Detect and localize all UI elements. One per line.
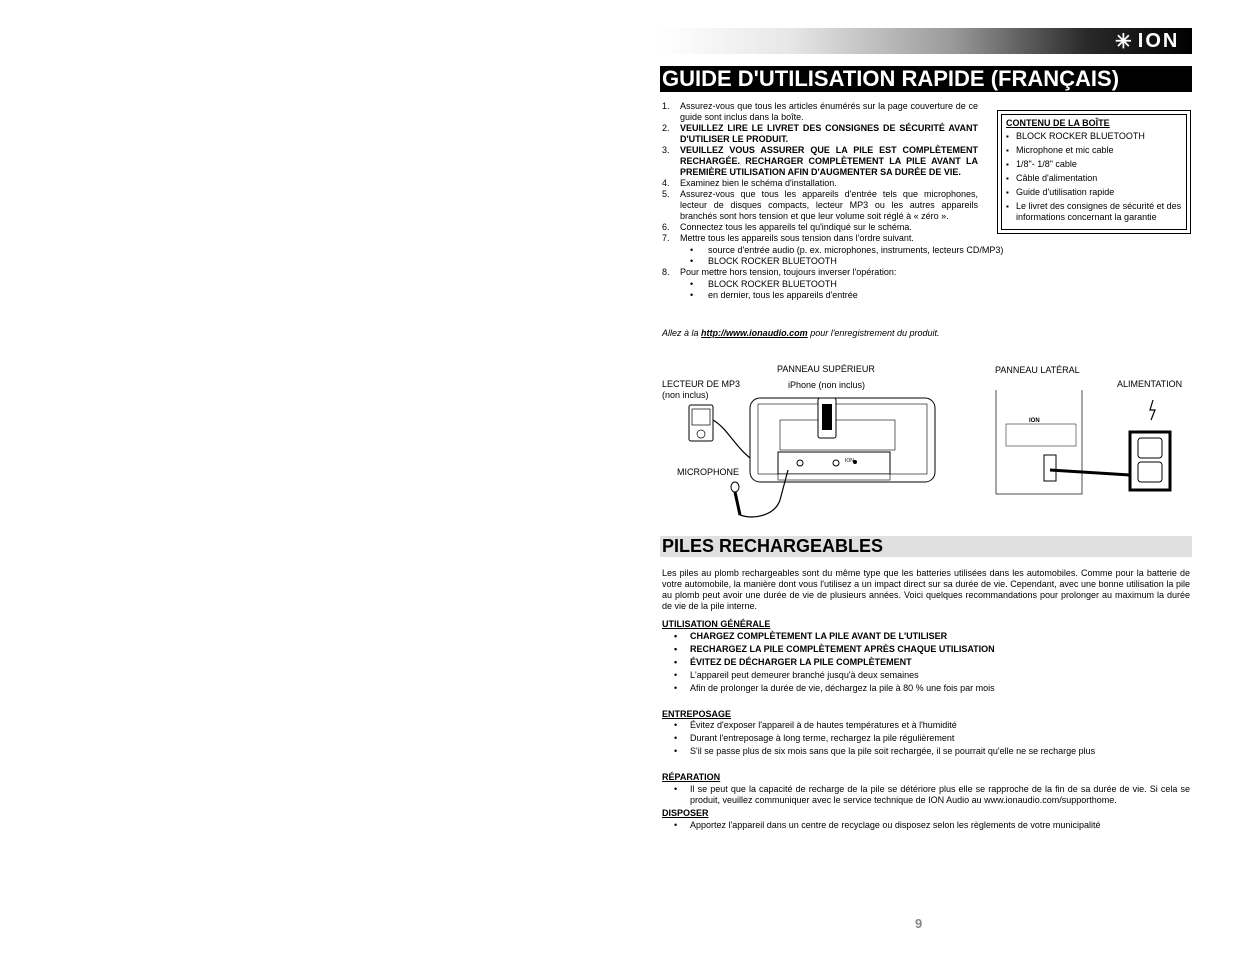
general-use-item: • Afin de prolonger la durée de vie, déchargez la pile à 80 % une fois par mois (662, 683, 1190, 694)
steps-list (660, 101, 1004, 301)
general-use-section (662, 619, 1190, 696)
mp3-label: LECTEUR DE MP3 (non inclus) (662, 379, 741, 400)
repair-item: • Il se peut que la capacité de recharge de la pile se détériore plus elle se rapproche de la fin de sa durée de vie. Si cela se produit, veuillez communiquer avec le service technique de ION Audio au www.ionaudio.com/supporthome. (662, 784, 1190, 806)
step-item: 3. VEUILLEZ VOUS ASSURER QUE LA PILE EST COMPLÈTEMENT RECHARGÉE. RECHARGER COMPLÈTEMENT LA PILE AVANT LA PREMIÈRE UTILISATION AFIN D'AUGMENTER SA DURÉE DE VIE. (662, 145, 978, 177)
mp3-player-icon (689, 405, 713, 441)
step7-sub-item: • source d'entrée audio (p. ex. microphones, instruments, lecteurs CD/MP3) (660, 245, 1128, 256)
storage-item: • S'il se passe plus de six mois sans que la pile soit rechargée, il se pourrait qu'elle ne se recharge plus (662, 746, 1190, 757)
box-item: ▪ Guide d'utilisation rapide (1006, 187, 1182, 198)
repair-title: RÉPARATION (662, 772, 721, 782)
storage-title: ENTREPOSAGE (662, 709, 732, 719)
step-item: 2. VEUILLEZ LIRE LE LIVRET DES CONSIGNES DE SÉCURITÉ AVANT D'UTILISER LE PRODUIT. (662, 123, 978, 144)
ion-logo-text: ION (1137, 29, 1180, 52)
step-item: 6. Connectez tous les appareils tel qu'indiqué sur le schéma. (662, 222, 912, 232)
side-panel-icon (996, 390, 1130, 494)
microphone-label: MICROPHONE (677, 467, 740, 477)
box-item: ▪ BLOCK ROCKER BLUETOOTH (1006, 131, 1182, 142)
step8-sub-item: • en dernier, tous les appareils d'entrée (660, 290, 978, 301)
top-panel-label: PANNEAU SUPÉRIEUR (777, 364, 875, 374)
general-use-item: • CHARGEZ COMPLÈTEMENT LA PILE AVANT DE L'UTILISER (662, 631, 1190, 642)
iphone-label: iPhone (non inclus) (788, 380, 866, 390)
general-use-item: • RECHARGEZ LA PILE COMPLÈTEMENT APRÈS CHAQUE UTILISATION (662, 644, 1190, 655)
page-title: GUIDE D'UTILISATION RAPIDE (FRANÇAIS) (660, 66, 1192, 92)
ionaudio-link[interactable]: http://www.ionaudio.com (701, 328, 808, 338)
repair-section (662, 772, 1190, 833)
connection-diagram (660, 390, 1192, 530)
side-panel-label: PANNEAU LATÉRAL (995, 365, 1080, 375)
step-item: 7. Mettre tous les appareils sous tension dans l'ordre suivant. (662, 233, 914, 243)
page-number: 9 (915, 916, 923, 931)
ion-logo-star-icon: ✳ (1115, 30, 1134, 53)
speaker-unit-icon (750, 398, 935, 482)
header-gradient-bar (660, 28, 1192, 54)
step-item: 8. Pour mettre hors tension, toujours inverser l'opération: (662, 267, 897, 277)
storage-item: • Durant l'entreposage à long terme, rechargez la pile régulièrement (662, 733, 1190, 744)
step8-sub-item: • BLOCK ROCKER BLUETOOTH (660, 279, 978, 290)
step-item: 4. Examinez bien le schéma d'installation. (662, 178, 837, 188)
step-item: 5. Assurez-vous que tous les appareils d'entrée tels que microphones, lecteur de disques compacts, lecteur MP3 ou les autres appareils branchés sont hors tension et que leur volume soit réglé à « zéro ». (662, 189, 978, 221)
dispose-item: • Apportez l'appareil dans un centre de recyclage ou disposez selon les règlements de votre municipalité (662, 820, 1190, 831)
general-use-title: UTILISATION GÉNÉRALE (662, 619, 771, 629)
piles-intro: Les piles au plomb rechargeables sont du même type que les batteries utilisées dans les automobiles. Comme pour la batterie de votre automobile, la manière dont vous l'utilisez a un impact direct sur sa durée de vie. Cependant, avec une bonne utilisation la pile au plomb peut avoir une durée de vie de plusieurs années. Voici quelques recommandations pour prolonger au maximum la durée de vie de la pile interne. (662, 568, 1190, 611)
box-contents-title: CONTENU DE LA BOÎTE (1006, 118, 1110, 128)
svg-text:ION: ION (845, 458, 854, 464)
box-item: ▪ Câble d'alimentation (1006, 173, 1182, 184)
storage-section (662, 709, 1190, 759)
box-item: ▪ Le livret des consignes de sécurité et des informations concernant la garantie (1006, 201, 1182, 223)
step-item: 1. Assurez-vous que tous les articles énumérés sur la page couverture de ce guide sont inclus dans la boîte. (662, 101, 978, 122)
general-use-item: • L'appareil peut demeurer branché jusqu'à deux semaines (662, 670, 1190, 681)
svg-text:ION: ION (1029, 418, 1040, 424)
box-item: ▪ Microphone et mic cable (1006, 145, 1182, 156)
power-label: ALIMENTATION (1117, 379, 1183, 389)
storage-item: • Évitez d'exposer l'appareil à de hautes températures et à l'humidité (662, 720, 1190, 731)
box-contents-panel (997, 110, 1191, 234)
box-item: ▪ 1/8"- 1/8" cable (1006, 159, 1182, 170)
ion-logo (1115, 29, 1193, 53)
general-use-item: • ÉVITEZ DE DÉCHARGER LA PILE COMPLÈTEMENT (662, 657, 1190, 668)
dispose-title: DISPOSER (662, 808, 709, 818)
register-line: Allez à la http://www.ionaudio.com pour l'enregistrement du produit. (662, 328, 940, 338)
piles-section-title: PILES RECHARGEABLES (660, 536, 1192, 557)
step7-sub-item: • BLOCK ROCKER BLUETOOTH (660, 256, 978, 267)
power-outlet-icon (1130, 400, 1170, 490)
